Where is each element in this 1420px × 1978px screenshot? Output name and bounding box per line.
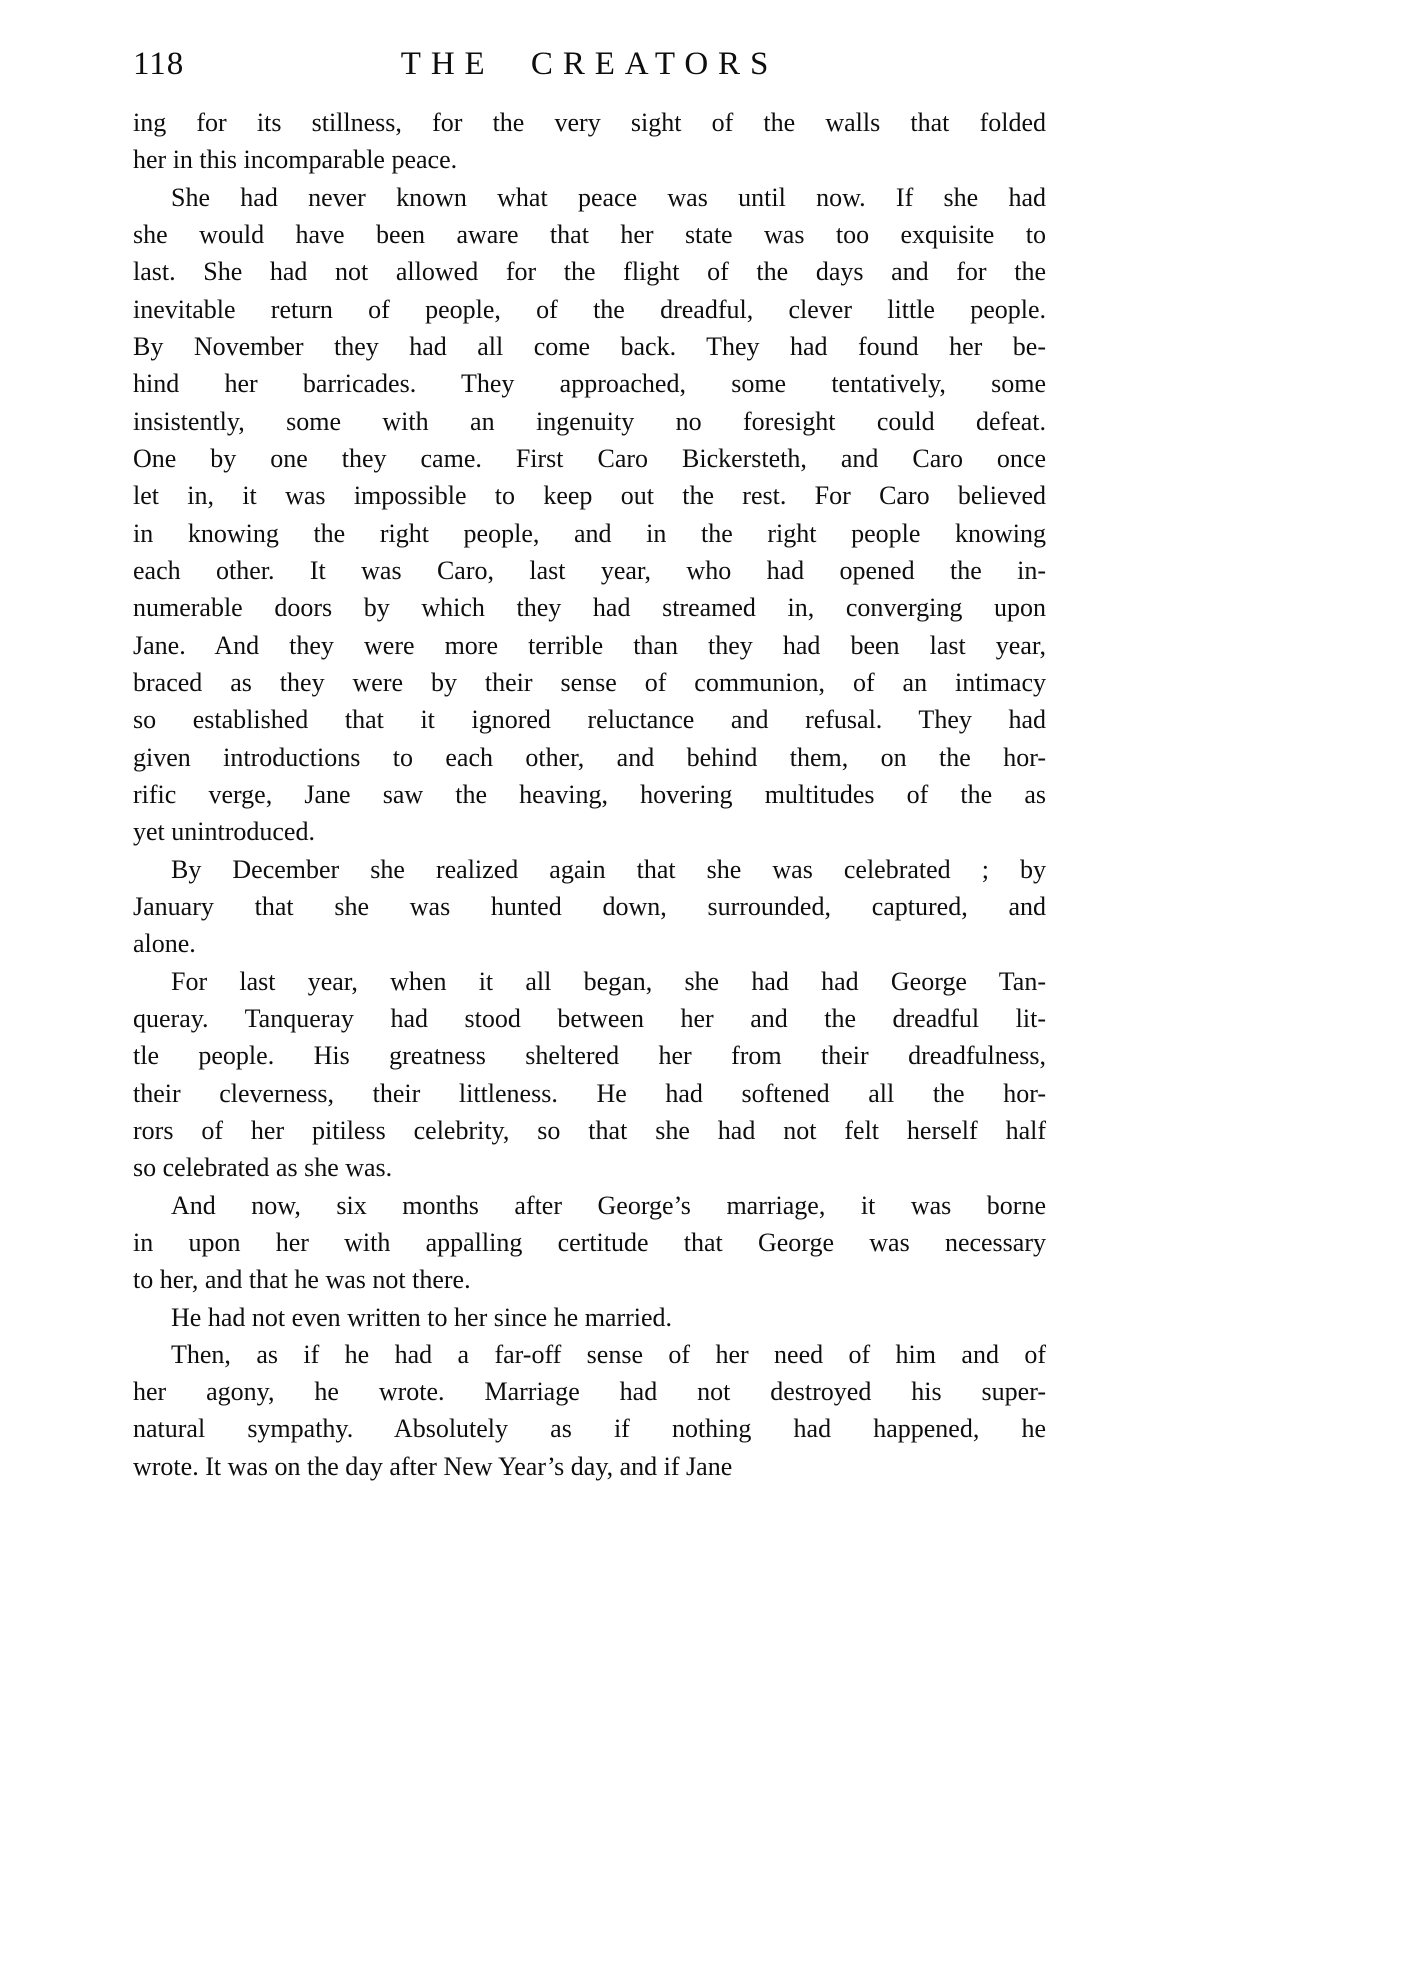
text-line: so established that it ignored reluctance and refusal. They had	[133, 705, 1046, 735]
text-line: January that she was hunted down, surrounded, captured, and	[133, 891, 1046, 921]
text-line: in knowing the right people, and in the right people knowing	[133, 518, 1046, 548]
text-line: One by one they came. First Caro Bickersteth, and Caro once	[133, 443, 1046, 473]
text-line: given introductions to each other, and behind them, on the hor-	[133, 742, 1046, 772]
page-number: 118	[133, 46, 185, 82]
text-line: in upon her with appalling certitude that George was necessary	[133, 1227, 1046, 1257]
text-line: By November they had all come back. They had found her be-	[133, 331, 1046, 361]
text-line: hind her barricades. They approached, some tentatively, some	[133, 369, 1046, 399]
text-line: wrote. It was on the day after New Year’s day, and if Jane	[133, 1451, 733, 1481]
text-line: insistently, some with an ingenuity no foresight could defeat.	[133, 406, 1046, 436]
text-line: And now, six months after George’s marriage, it was borne	[171, 1190, 1046, 1220]
text-line: their cleverness, their littleness. He had softened all the hor-	[133, 1078, 1046, 1108]
text-line: natural sympathy. Absolutely as if nothing had happened, he	[133, 1414, 1046, 1444]
text-line: braced as they were by their sense of communion, of an intimacy	[133, 667, 1046, 697]
text-line: By December she realized again that she was celebrated ; by	[171, 854, 1046, 884]
text-line: her in this incomparable peace.	[133, 145, 458, 175]
text-line: each other. It was Caro, last year, who had opened the in-	[133, 555, 1046, 585]
text-line: Jane. And they were more terrible than they had been last year,	[133, 630, 1046, 660]
text-line: to her, and that he was not there.	[133, 1265, 471, 1295]
text-line: inevitable return of people, of the dreadful, clever little people.	[133, 294, 1046, 324]
text-line: let in, it was impossible to keep out the rest. For Caro believed	[133, 481, 1046, 511]
text-line: She had never known what peace was until now. If she had	[171, 182, 1046, 212]
text-line: queray. Tanqueray had stood between her and the dreadful lit-	[133, 1003, 1046, 1033]
running-title: THE CREATORS	[400, 46, 779, 82]
text-line: rors of her pitiless celebrity, so that she had not felt herself half	[133, 1115, 1046, 1145]
text-line: rific verge, Jane saw the heaving, hovering multitudes of the as	[133, 779, 1046, 809]
text-line: He had not even written to her since he married.	[171, 1302, 673, 1332]
text-line: alone.	[133, 929, 196, 959]
text-line: tle people. His greatness sheltered her from their dreadfulness,	[133, 1041, 1046, 1071]
text-line: her agony, he wrote. Marriage had not destroyed his super-	[133, 1377, 1046, 1407]
page-header	[133, 42, 1046, 86]
page-body	[133, 104, 1046, 1485]
text-line: ing for its stillness, for the very sight of the walls that folded	[133, 108, 1046, 137]
text-line: so celebrated as she was.	[133, 1153, 393, 1183]
text-line: yet unintroduced.	[133, 817, 315, 847]
text-line: Then, as if he had a far-off sense of her need of him and of	[171, 1339, 1046, 1369]
text-line: For last year, when it all began, she had had George Tan-	[171, 966, 1046, 996]
text-line: she would have been aware that her state was too exquisite to	[133, 219, 1046, 249]
text-line: numerable doors by which they had streamed in, converging upon	[133, 593, 1046, 623]
text-line: last. She had not allowed for the flight of the days and for the	[133, 257, 1046, 287]
